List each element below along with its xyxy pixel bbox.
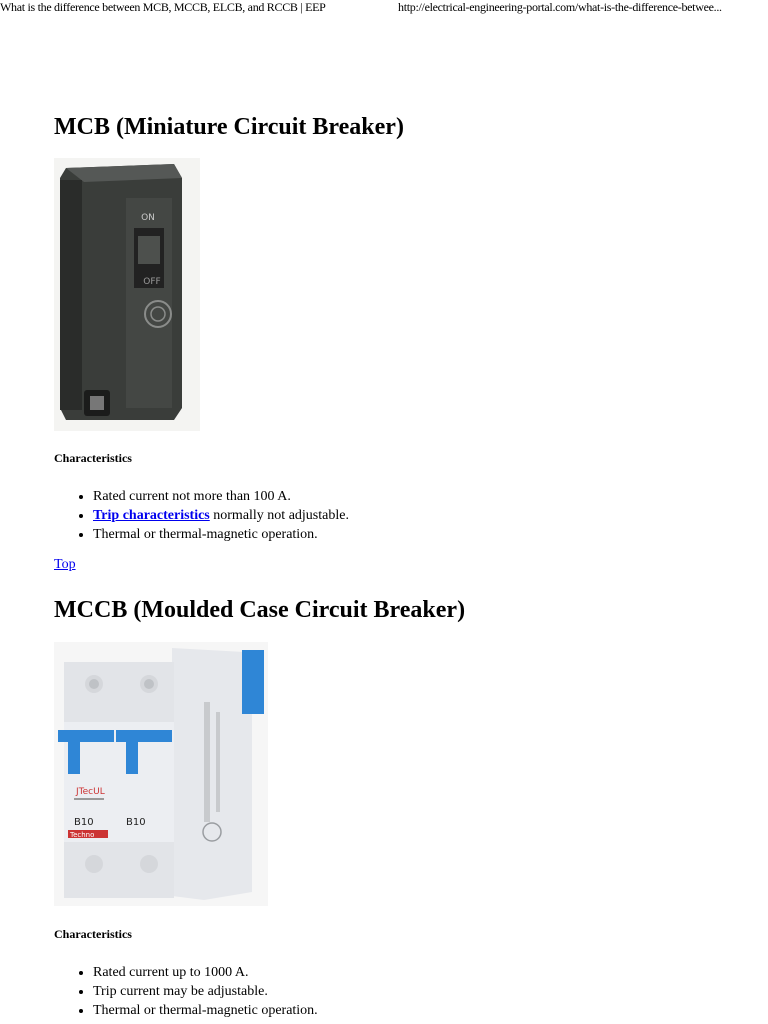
mcb-photo [54,158,200,431]
page-url[interactable]: http://electrical-engineering-portal.com/what-is-the-difference-betwee... [398,0,722,14]
mcb-on-label: ON [141,213,155,223]
mccb-logo-label: Techno [70,831,95,839]
mcb-off-label: OFF [143,277,161,287]
list-item: • Rated current not more than 100 A. [93,487,349,506]
print-header [0,0,768,18]
top-link[interactable]: Top [54,557,76,572]
list-item: • Trip current may be adjustable. [93,982,318,1001]
mccb-characteristics-list [54,963,318,1020]
mccb-rating-label-2: B10 [126,817,146,828]
list-item: • Thermal or thermal-magnetic operation. [93,525,349,544]
trip-characteristics-link[interactable]: Trip characteristics [93,508,210,523]
list-item: • Thermal or thermal-magnetic operation. [93,1001,318,1020]
section-heading-mccb: MCCB (Moulded Case Circuit Breaker) [54,597,466,623]
mccb-rating-label: B10 [74,817,94,828]
mcb-characteristics-list [54,487,349,544]
section-heading-mcb: MCB (Miniature Circuit Breaker) [54,114,404,140]
list-item: • Trip characteristics normally not adjustable. [93,506,349,525]
characteristics-label-mcb: Characteristics [54,451,132,465]
page-title-header: What is the difference between MCB, MCCB, ELCB, and RCCB | EEP [0,0,326,14]
list-item: • Rated current up to 1000 A. [93,963,318,982]
mccb-brand-label: JTecUL [76,787,105,797]
mccb-photo [54,642,268,906]
characteristics-label-mccb: Characteristics [54,927,132,941]
